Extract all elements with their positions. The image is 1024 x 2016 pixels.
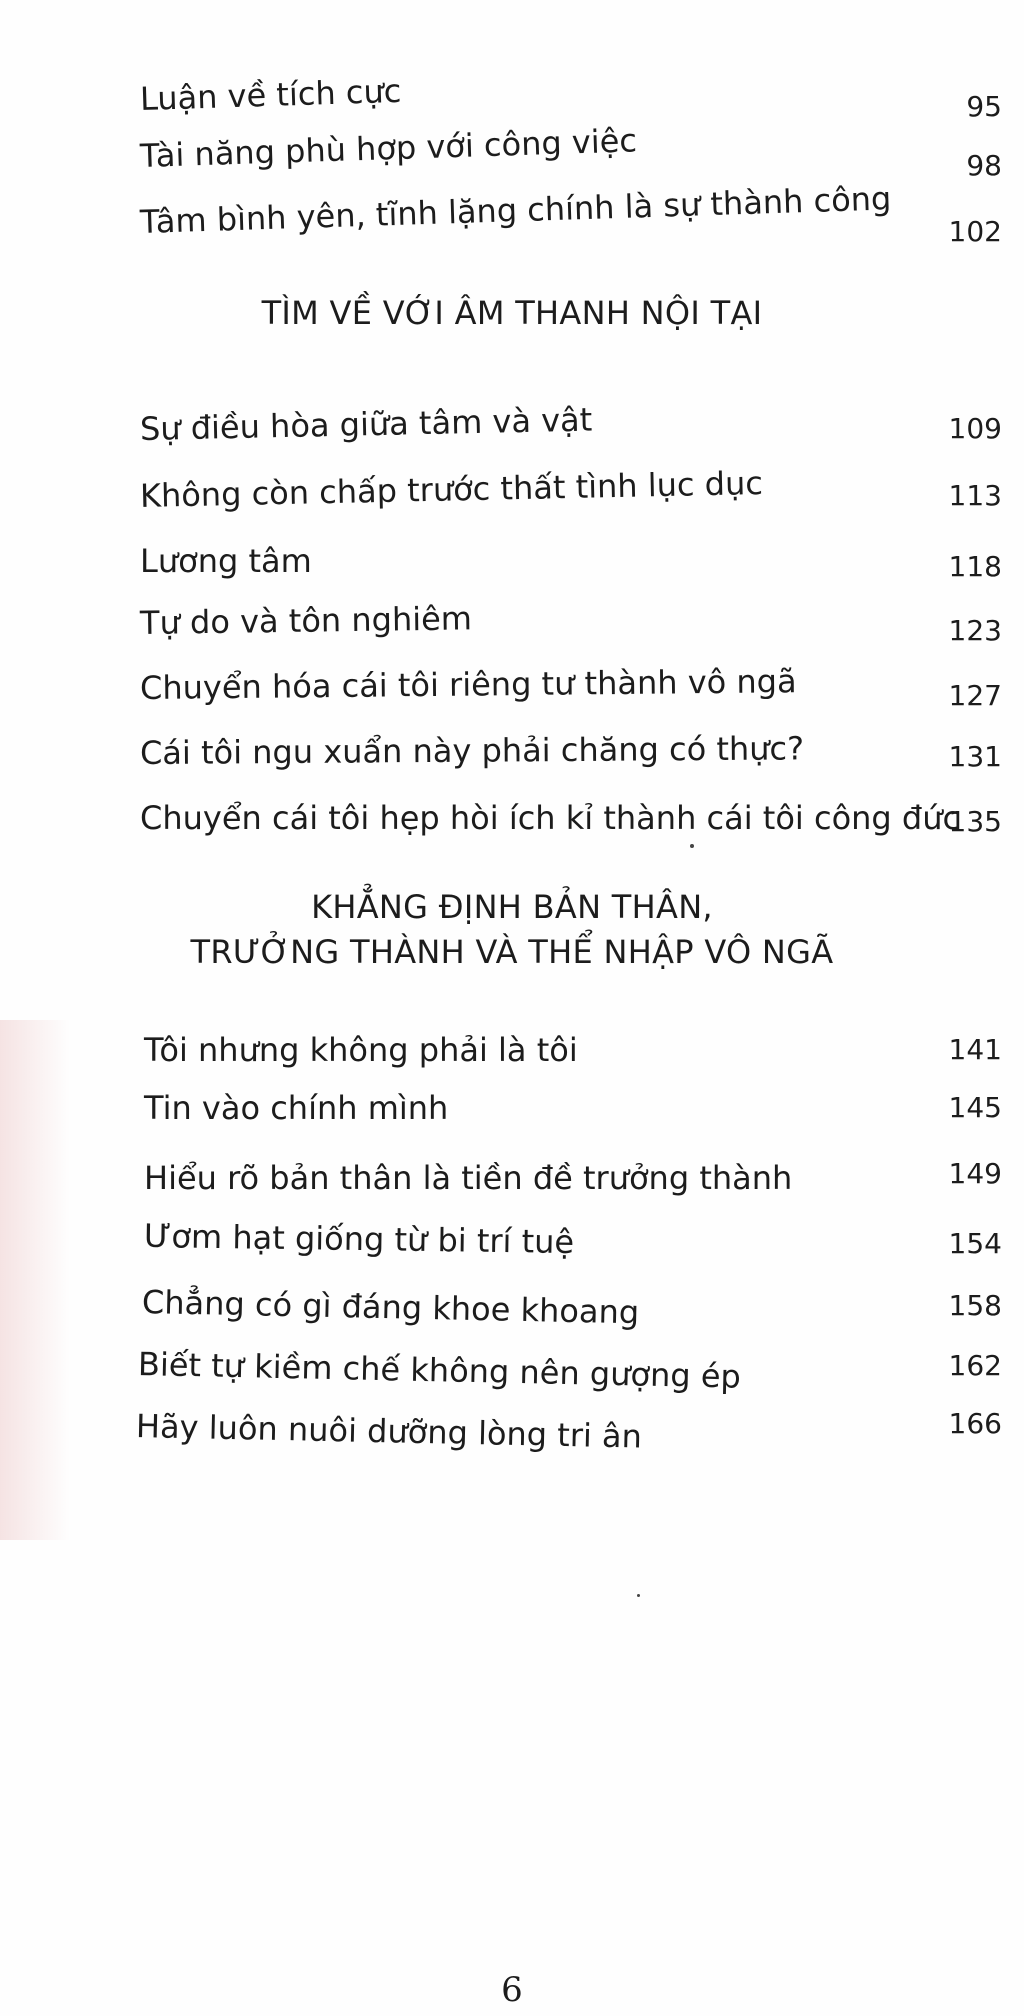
toc-entry-page: 141 — [948, 1033, 1002, 1066]
toc-entry — [0, 73, 1024, 125]
toc-entry — [0, 400, 1024, 455]
toc-entry-page: 127 — [948, 679, 1002, 712]
toc-entry-title: Biết tự kiềm chế không nên gượng ép — [137, 1345, 742, 1396]
toc-entry-page: 166 — [948, 1407, 1002, 1440]
toc-entry-title: Không còn chấp trước thất tình lục dục — [139, 463, 764, 515]
toc-entry-page: 118 — [948, 550, 1002, 583]
toc-entry — [0, 1400, 1024, 1456]
toc-entry — [0, 662, 1024, 714]
toc-entry-title: Tự do và tôn nghiêm — [139, 599, 473, 642]
toc-entry — [0, 1024, 1024, 1076]
toc-entry — [0, 179, 1024, 248]
toc-entry-title: Lương tâm — [140, 542, 312, 580]
section-heading-line2: TRƯỞNG THÀNH VÀ THỂ NHẬP VÔ NGÃ — [190, 933, 834, 971]
toc-entry-title: Hãy luôn nuôi dưỡng lòng tri ân — [135, 1407, 643, 1456]
toc-entry-page: 158 — [948, 1289, 1002, 1322]
toc-entry-page: 145 — [948, 1091, 1002, 1124]
toc-entry — [0, 1152, 1024, 1204]
toc-entry-title: Tài năng phù hợp với công việc — [139, 121, 638, 175]
toc-entry — [0, 1276, 1024, 1332]
toc-entry-page: 102 — [948, 215, 1002, 248]
toc-entry-page: 98 — [966, 149, 1002, 182]
toc-entry-title: Cái tôi ngu xuẩn này phải chăng có thực? — [139, 729, 805, 772]
toc-entry-page: 123 — [948, 614, 1002, 647]
page-number: 6 — [501, 1970, 523, 2010]
toc-entry-title: Sự điều hòa giữa tâm và vật — [139, 400, 593, 448]
toc-entry-title: Luận về tích cực — [139, 71, 402, 118]
toc-entry-title: Chuyển hóa cái tôi riêng tư thành vô ngã — [139, 662, 797, 707]
toc-entry — [0, 463, 1024, 522]
toc-entry-title: Hiểu rõ bản thân là tiền đề trưởng thành — [144, 1159, 793, 1197]
toc-entry-page: 95 — [966, 90, 1002, 123]
toc-entry-title: Ươm hạt giống từ bi trí tuệ — [143, 1217, 575, 1262]
toc-entry-title: Chuyển cái tôi hẹp hòi ích kỉ thành cái tôi công đức — [140, 799, 961, 837]
toc-entry-title: Tôi nhưng không phải là tôi — [144, 1031, 578, 1069]
toc-entry-title: Tâm bình yên, tĩnh lặng chính là sự thành công — [139, 179, 892, 241]
toc-entry-page: 131 — [948, 740, 1002, 773]
toc-entry-title: Chẳng có gì đáng khoe khoang — [141, 1283, 640, 1332]
toc-entry — [0, 1338, 1024, 1396]
toc-entry-page: 154 — [948, 1227, 1002, 1260]
toc-entry — [0, 727, 1024, 779]
toc-entry-page: 162 — [948, 1349, 1002, 1382]
toc-entry-page: 113 — [948, 479, 1002, 512]
toc-entry-page: 135 — [948, 805, 1002, 838]
toc-entry-page: 109 — [948, 412, 1002, 445]
section-heading-line1: KHẲNG ĐỊNH BẢN THÂN, — [311, 888, 713, 926]
toc-entry — [0, 535, 1024, 587]
toc-entry-page: 149 — [948, 1157, 1002, 1190]
speck — [690, 844, 694, 848]
toc-entry-title: Tin vào chính mình — [144, 1089, 449, 1127]
toc-entry — [0, 1210, 1024, 1262]
toc-entry — [0, 597, 1024, 649]
toc-entry — [0, 792, 1024, 844]
section-heading: TÌM VỀ VỚI ÂM THANH NỘI TẠI — [261, 294, 763, 332]
toc-entry — [0, 1082, 1024, 1134]
speck — [637, 1594, 640, 1597]
